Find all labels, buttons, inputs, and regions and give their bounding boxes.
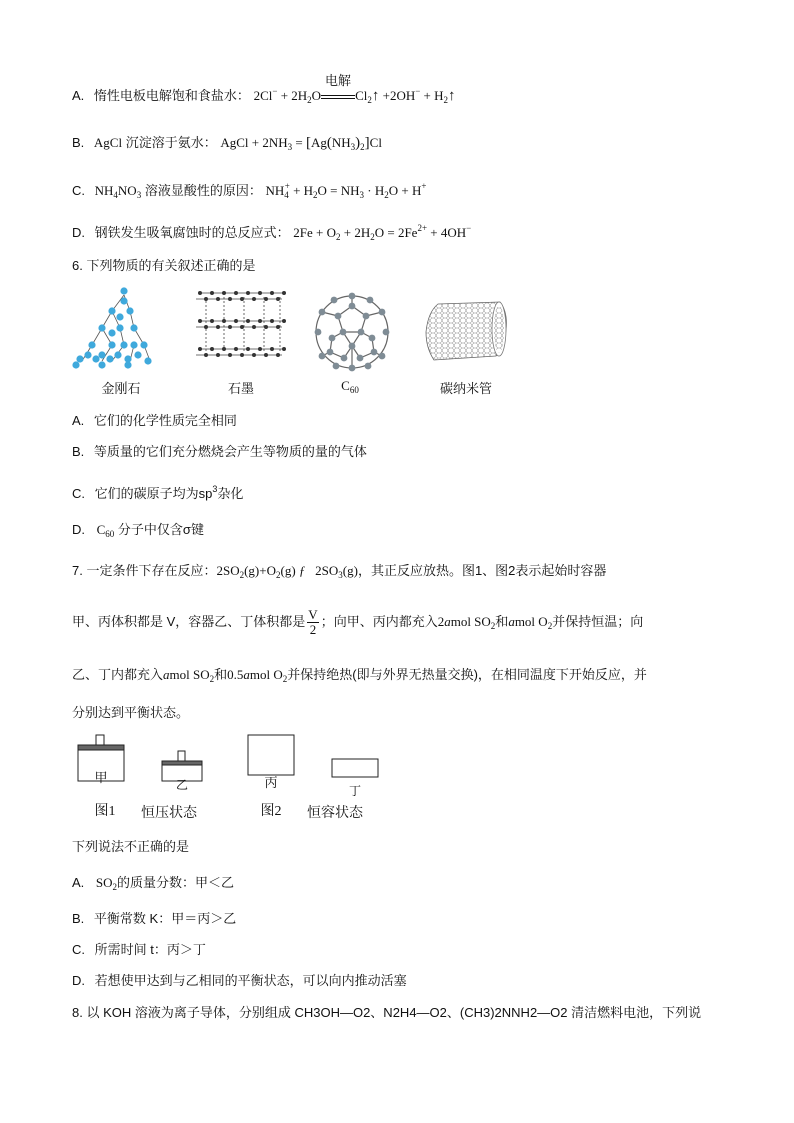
option-a-electrolysis [72,73,456,109]
q7-text: ，其正反应放热。图1、图2表示起始时容器 [357,563,607,578]
equation: $NH_4^+ + H_2O = NH_3 \cdot H_2O + H^+$ [265,181,427,200]
option-letter: C. [72,942,85,957]
question-6-stem: 6. 下列物质的有关叙述正确的是 [72,258,256,273]
question-8-stem: 8. 以 KOH 溶液为离子导体，分别组成 CH3OH—O2、N2H4—O2、(CH3)2NNH2—O2 清洁燃料电池，下列说 [72,1005,702,1020]
option-letter: A. [72,413,85,428]
q7-option-a [72,874,234,896]
equation: AgCl + $2NH_3 = [Ag(NH_3)_2]Cl$ [220,135,382,152]
container-yi-label: 乙 [175,778,188,792]
q6-option-a [72,412,237,430]
q7-equation: $2SO_2(g)+O_2(g)$ ƒ $2SO_3(g)$ [216,563,358,580]
q7-option-c [72,941,206,959]
caption-diamond: 金刚石 [101,381,141,396]
q7-text: ；向甲、丙内都充入 [320,613,438,629]
caption-c60: $C_{60}$ [341,378,359,395]
formula: $SO_2$ [95,875,118,892]
option-text: 所需时间 t：丙＞丁 [94,942,206,957]
option-text: 钢铁发生吸氧腐蚀时的总反应式： [94,225,290,240]
fig2-label: 图2 [260,804,282,819]
option-letter: C. [72,486,85,501]
container-bing-label: 丙 [264,775,278,790]
option-text: 分子中仅含σ键 [117,522,204,537]
fig2-state-label: 恒容状态 [307,806,363,821]
option-text: 的质量分数：甲＜乙 [117,875,235,890]
fraction-v-over-2 [307,608,318,637]
q7-quantity: amol $O_2$ [508,613,553,631]
frac-den: 2 [309,622,317,637]
container-jia-label: 甲 [94,770,108,785]
q7-text: 并保持绝热(即与外界无热量交换)，在相同温度下开始反应，并 [287,667,647,682]
option-text: 它们的碳原子均为sp [94,486,213,501]
option-letter: B. [72,135,85,150]
q7-text: 并保持恒温；向 [552,613,644,629]
q7-quantity: 0.5amol $O_2$ [227,667,288,684]
c60-structure-figure [308,290,396,374]
equation: $2Fe + O_2 + 2H_2O = 2Fe^{2+} + 4OH^-$ [293,223,472,242]
option-letter: D. [72,973,85,988]
q7-line-3 [72,666,647,688]
option-text: 它们的化学性质完全相同 [93,413,237,428]
option-letter: D. [72,225,85,240]
frac-num: V [308,607,318,622]
option-letter: A. [72,875,85,890]
q6-option-d [72,521,204,543]
option-text: 平衡常数 K：甲＝丙＞乙 [93,911,237,926]
option-text: 惰性电板电解饱和食盐水： [93,88,250,103]
q7-line-2 [72,607,644,637]
q7-line-4: 分别达到平衡状态。 [72,705,190,720]
option-tail: 杂化 [217,486,244,501]
diamond-structure-figure [72,283,154,373]
option-text: 沉淀溶于氨水： [125,135,217,150]
option-sup: 3 [212,484,218,494]
formula: $C_{60}$ [96,522,115,539]
caption-nanotube: 碳纳米管 [439,381,492,396]
option-text: 等质量的它们充分燃烧会产生等物质的量的气体 [93,444,367,459]
q7-text: 7. 一定条件下存在反应： [72,563,217,578]
q7-text: 甲、丙体积都是 V，容器乙、丁体积都是 [72,613,306,629]
q7-quantity: amol $SO_2$ [163,667,215,684]
container-ding-label: 丁 [348,784,361,798]
option-letter: C. [72,183,85,198]
q6-option-b [72,443,367,461]
option-text: 若想使甲达到与乙相同的平衡状态，可以向内推动活塞 [94,973,407,988]
q7-line-1 [72,562,606,584]
option-letter: B. [72,911,85,926]
equation: $2Cl^- + 2H_2O$ 电解 $Cl_2↑ +2OH^-$ + $H_2↑$ [253,73,456,105]
carbon-nanotube-figure [424,298,508,370]
q6-option-c [72,480,243,503]
q7-quantity: 2amol $SO_2$ [437,613,496,631]
q7-text: 和 [214,667,228,682]
option-d-corrosion [72,219,471,246]
option-b-agcl [72,134,382,156]
formula: AgCl [93,135,123,150]
graphite-structure-figure [194,285,288,371]
fig1-label: 图1 [94,804,116,819]
q7-option-d [72,972,407,990]
option-text: 溶液显酸性的原因： [144,183,262,198]
option-letter: A. [72,88,85,103]
q7-text: 乙、丁内都充入 [72,667,164,682]
caption-graphite: 石墨 [227,381,254,396]
q7-text: 和 [495,613,509,629]
option-c-nh4no3 [72,177,426,204]
q7-option-b [72,910,236,928]
formula: $NH_4NO_3$ [94,183,142,200]
fig1-state-label: 恒压状态 [141,806,197,821]
q7-ask: 下列说法不正确的是 [72,839,190,854]
option-letter: D. [72,522,85,537]
eq-condition: 电解 [325,73,352,88]
option-letter: B. [72,444,85,459]
